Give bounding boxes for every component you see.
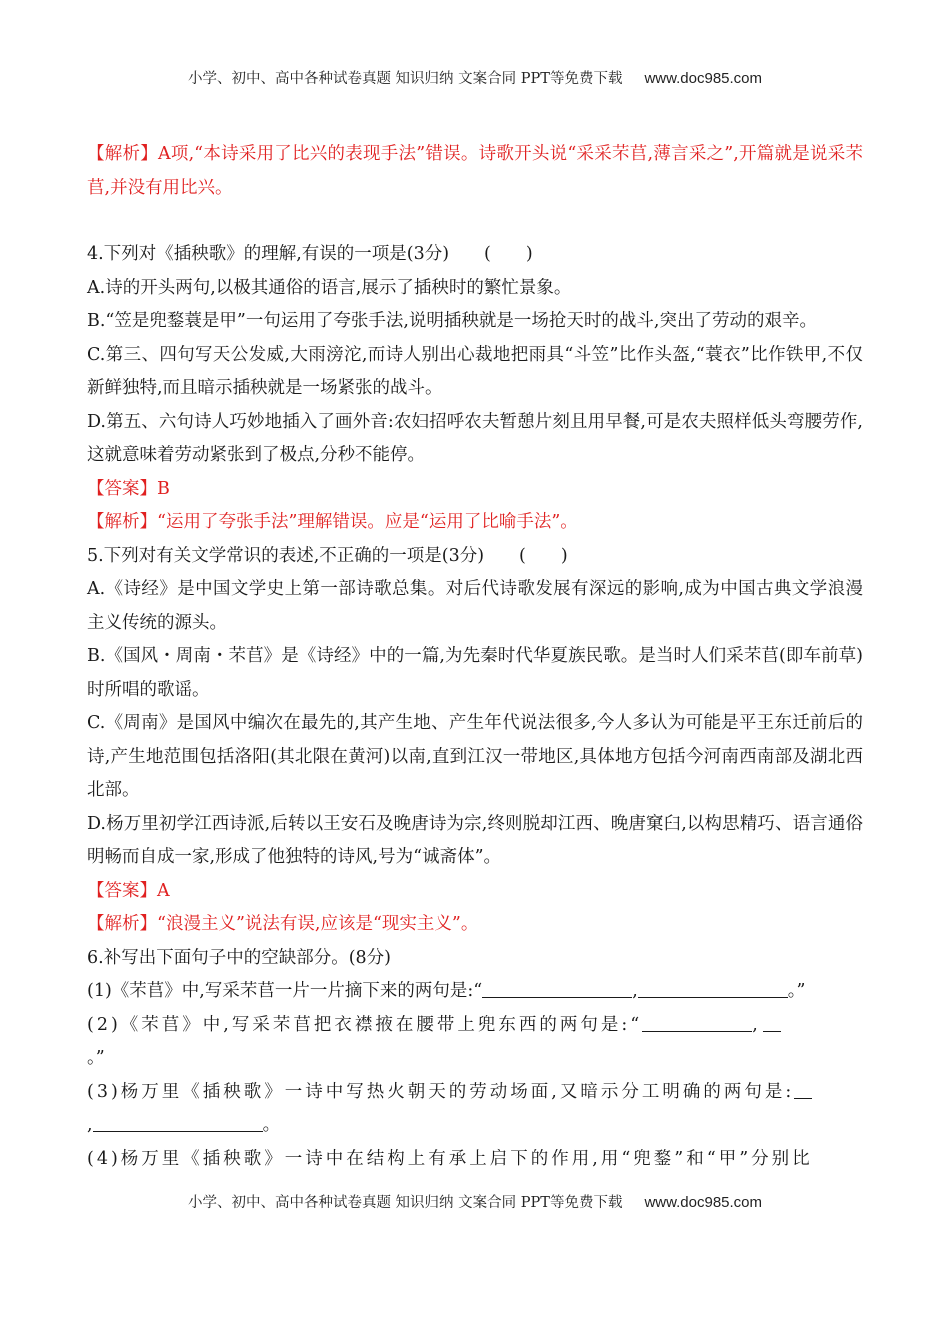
page-footer <box>0 1191 950 1212</box>
blank-3b[interactable] <box>93 1109 263 1132</box>
footer-text: 小学、初中、高中各种试卷真题 知识归纳 文案合同 PPT等免费下载 <box>187 1195 623 1211</box>
question-5-option-c: C.《周南》是国风中编次在最先的,其产生地、产生年代说法很多,今人多认为可能是平王东迁前后的诗,产生地范围包括洛阳(其北限在黄河)以南,直到江汉一带地区,具体地方包括今河南西南部及湖北西北部。 <box>87 713 863 800</box>
question-6-item-3 <box>87 1076 863 1143</box>
question-4-analysis: 【解析】“运用了夸张手法”理解错误。应是“运用了比喻手法”。 <box>87 512 578 532</box>
document-body <box>87 138 863 1176</box>
blank-2a[interactable] <box>642 1009 752 1032</box>
question-6-stem: 6.补写出下面句子中的空缺部分。(8分) <box>87 947 391 968</box>
footer-site[interactable]: www.doc985.com <box>644 1194 763 1211</box>
question-4-option-b: B.“笠是兜鍪蓑是甲”一句运用了夸张手法,说明插秧就是一场抢天时的战斗,突出了劳动的艰辛。 <box>87 311 817 331</box>
question-4-option-d: D.第五、六句诗人巧妙地插入了画外音:农妇招呼农夫暂憩片刻且用早餐,可是农夫照样低头弯腰劳作,这就意味着劳动紧张到了极点,分秒不能停。 <box>87 411 863 465</box>
item-1-suffix: 。” <box>787 981 806 1001</box>
blank-2b[interactable] <box>763 1009 781 1032</box>
question-4-option-c: C.第三、四句写天公发威,大雨滂沱,而诗人别出心裁地把雨具“斗笠”比作头盔,“蓑衣”比作铁甲,不仅新鲜独特,而且暗示插秧就是一场紧张的战斗。 <box>87 344 863 398</box>
blank-1b[interactable] <box>638 975 788 998</box>
question-5-answer: 【答案】A <box>87 880 170 901</box>
item-2-comma: , <box>752 1014 758 1035</box>
question-5-option-d: D.杨万里初学江西诗派,后转以王安石及晚唐诗为宗,终则脱却江西、晚唐窠臼,以构思精巧、语言通俗明畅而自成一家,形成了他独特的诗风,号为“诚斋体”。 <box>87 813 863 867</box>
page-header <box>0 67 950 88</box>
question-6-item-4: (4)杨万里《插秧歌》一诗中在结构上有承上启下的作用,用“兜鍪”和“甲”分别比 <box>87 1148 813 1169</box>
header-text: 小学、初中、高中各种试卷真题 知识归纳 文案合同 PPT等免费下载 <box>187 71 623 87</box>
item-3-comma: , <box>87 1115 93 1135</box>
item-1-prefix: (1)《芣苢》中,写采芣苢一片一片摘下来的两句是:“ <box>87 981 483 1001</box>
spacer <box>87 205 863 238</box>
item-1-comma: , <box>632 981 638 1001</box>
header-site[interactable]: www.doc985.com <box>644 70 763 87</box>
question-4-answer: 【答案】B <box>87 478 170 499</box>
blank-3a[interactable] <box>794 1076 812 1099</box>
question-6-item-1 <box>87 975 863 1009</box>
question-4-option-a: A.诗的开头两句,以极其通俗的语言,展示了插秧时的繁忙景象。 <box>87 277 572 298</box>
item-3-end: 。 <box>262 1115 281 1135</box>
item-3-prefix: (3)杨万里《插秧歌》一诗中写热火朝天的劳动场面,又暗示分工明确的两句是: <box>87 1081 795 1102</box>
question-4-stem: 4.下列对《插秧歌》的理解,有误的一项是(3分) ( ) <box>87 244 533 264</box>
question-6-item-2 <box>87 1009 863 1076</box>
item-2-prefix: (2)《芣苢》中,写采芣苢把衣襟掖在腰带上兜东西的两句是:“ <box>87 1014 643 1035</box>
question-5-option-a: A.《诗经》是中国文学史上第一部诗歌总集。对后代诗歌发展有深远的影响,成为中国古典文学浪漫主义传统的源头。 <box>87 579 863 633</box>
question-5-option-b: B.《国风・周南・芣苢》是《诗经》中的一篇,为先秦时代华夏族民歌。是当时人们采芣苢(即车前草)时所唱的歌谣。 <box>87 646 863 700</box>
question-5-analysis: 【解析】“浪漫主义”说法有误,应该是“现实主义”。 <box>87 914 479 934</box>
blank-1a[interactable] <box>482 975 632 998</box>
analysis-q3: 【解析】A项,“本诗采用了比兴的表现手法”错误。诗歌开头说“采采芣苢,薄言采之”,开篇就是说采芣苢,并没有用比兴。 <box>87 144 863 198</box>
item-2-end: 。” <box>87 1048 105 1068</box>
question-5-stem: 5.下列对有关文学常识的表述,不正确的一项是(3分) ( ) <box>87 545 568 566</box>
